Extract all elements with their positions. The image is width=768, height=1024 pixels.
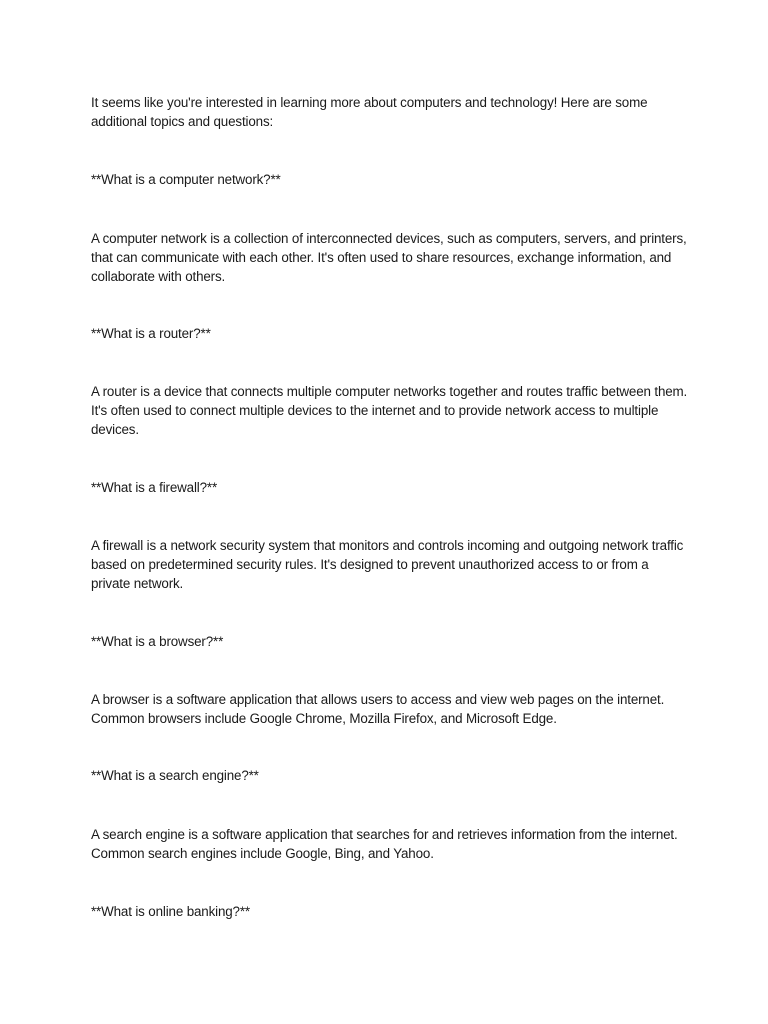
answer-router: A router is a device that connects multiple computer networks together and routes traffic between them. It's often used to connect multiple devices to the internet and to provide network access to multiple devices.	[91, 384, 688, 437]
question-online-banking: **What is online banking?**	[91, 904, 250, 919]
answer-computer-network: A computer network is a collection of interconnected devices, such as computers, servers, and printers, that can communicate with each other. It's often used to share resources, exchange information, and collaborate with others.	[91, 231, 687, 284]
question-computer-network: **What is a computer network?**	[91, 172, 281, 187]
intro-paragraph: It seems like you're interested in learning more about computers and technology! Here are some additional topics and questions:	[91, 95, 648, 129]
question-browser: **What is a browser?**	[91, 634, 224, 649]
answer-search-engine: A search engine is a software application that searches for and retrieves information from the internet. Common search engines include Google, Bing, and Yahoo.	[91, 827, 678, 861]
question-firewall: **What is a firewall?**	[91, 480, 218, 495]
answer-browser: A browser is a software application that allows users to access and view web pages on the internet. Common browsers include Google Chrome, Mozilla Firefox, and Microsoft Edge.	[91, 692, 665, 726]
question-search-engine: **What is a search engine?**	[91, 768, 259, 783]
question-router: **What is a router?**	[91, 326, 211, 341]
answer-firewall: A firewall is a network security system that monitors and controls incoming and outgoing network traffic based on predetermined security rules. It's designed to prevent unauthorized access to or from a private network.	[91, 538, 684, 591]
